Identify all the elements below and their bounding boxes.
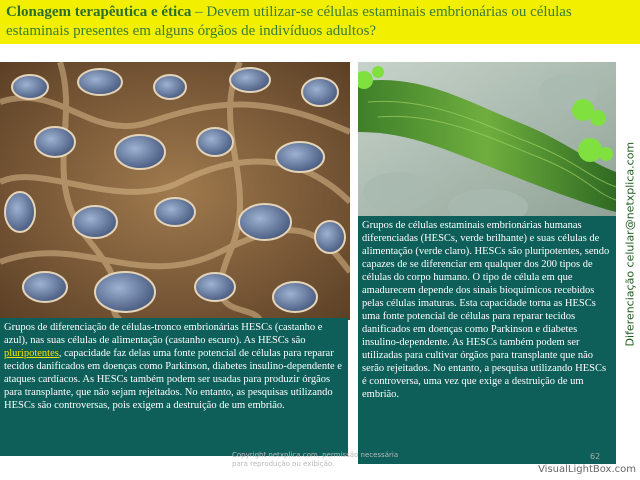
micrograph-green-illustration	[358, 62, 616, 222]
right-caption-text: Grupos de células estaminais embrionárias humanas diferenciadas (HESCs, verde brilhante) e suas células de alimentação (verde claro). HESCs são pluripotentes, sendo capazes de se diferenciar em qualquer dos 200 tipos de células do corpo humano. O tipo de célula em que amadurecem depende dos sinais bioquímicos recebidos pelas células imaturas. Esta capacidade torna as HESCs uma fonte potencial de células para reparar tecidos danificados em doenças como Parkinson e diabetes insulino-dependente. As HESCs também podem ser utilizadas para cultivar órgãos para transplante que não serão rejeitados. No entanto, a pesquisa utilizando HESCs é controversa, uma vez que exige a destruição de um embrião.	[362, 220, 610, 400]
pluripotentes-link[interactable]: pluripotentes	[4, 348, 59, 359]
left-image-caption	[0, 318, 348, 456]
slide-title: Clonagem terapêutica e ética	[6, 4, 192, 20]
hesc-green-micrograph-image	[358, 62, 616, 222]
left-caption-text-2: , capacidade faz delas uma fonte potencial de células para reparar tecidos danificados em doenças como Parkinson, diabetes insulino-dependente e ataques cardíacos. As HESCs também podem ser usadas para produzir órgãos para transplante, que não sejam rejeitados. No entanto, as pesquisas utilizando HESCs são controversas, pois exigem a destruição de um embrião.	[4, 348, 342, 411]
side-credit	[620, 141, 640, 350]
slide-question: – Devem utilizar-se células estaminais embrionárias ou células estaminais presentes em alguns órgãos de indivíduos adultos?	[6, 4, 572, 39]
right-image-caption	[358, 216, 616, 464]
copyright-notice: Copyright netxplica.com, permissão necessária para reprodução ou exibição.	[232, 451, 399, 468]
hesc-micrograph-image	[0, 62, 350, 320]
micrograph-brown-blue-illustration	[0, 62, 350, 320]
side-credit-text: Diferenciação celular@netxplica.com	[623, 141, 637, 347]
left-caption-text-1: Grupos de diferenciação de células-tronco embrionárias HESCs (castanho e azul), nas suas células de alimentação (castanho escuro). As HESCs são	[4, 322, 323, 346]
page-number: 62	[590, 452, 601, 461]
slide-header	[0, 0, 640, 44]
lightbox-watermark: VisualLightBox.com	[538, 464, 636, 475]
